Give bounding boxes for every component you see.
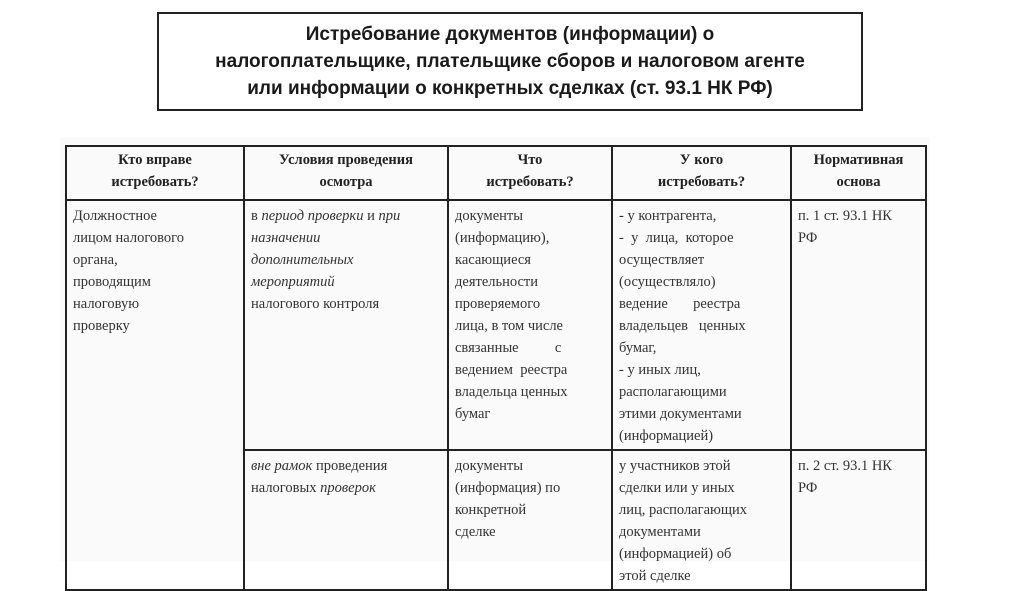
slide-title: [157, 12, 863, 111]
text: период проверки: [261, 208, 364, 224]
cell-line: конкретной: [455, 502, 527, 518]
cell-line: этой сделке: [619, 568, 691, 584]
cell-line: сделке: [455, 524, 496, 540]
cell-conditions: [244, 200, 448, 450]
text: дополнительных: [251, 252, 354, 268]
cell-line: ведением реестра: [455, 362, 568, 378]
column-header: [448, 146, 612, 200]
cell-line: - у контрагента,: [619, 208, 717, 224]
cell-line: касающиеся: [455, 252, 531, 268]
header-line: осмотра: [319, 174, 373, 190]
cell-conditions: [244, 450, 448, 590]
cell-line: у участников этой: [619, 458, 731, 474]
header-line: Что: [517, 152, 543, 168]
cell-basis: [791, 450, 926, 590]
column-header: [612, 146, 791, 200]
header-line: Условия проведения: [279, 152, 413, 168]
text: налоговых: [251, 480, 321, 496]
cell-line: владельцев ценных: [619, 318, 746, 334]
cell-line: проверку: [73, 318, 130, 334]
title-line: налогоплательщике, плательщике сборов и налоговом агенте: [215, 51, 805, 72]
cell-line: (осуществляло): [619, 274, 716, 290]
cell-line: (информацией) об: [619, 546, 732, 562]
table-image: [60, 137, 930, 584]
cell-line: органа,: [73, 252, 118, 268]
text: назначении: [251, 230, 321, 246]
cell-line: владельца ценных: [455, 384, 568, 400]
cell-line: бумаг: [455, 406, 491, 422]
text: в: [251, 208, 262, 224]
cell-line: лицом налогового: [73, 230, 185, 246]
cell-line: этими документами: [619, 406, 742, 422]
header-line: истребовать?: [486, 174, 574, 190]
column-header: [244, 146, 448, 200]
cell-line: документами: [619, 524, 701, 540]
cell-line: деятельности: [455, 274, 539, 290]
cell-line: п. 1 ст. 93.1 НК: [798, 208, 892, 224]
text: при: [378, 208, 401, 224]
table-row: [66, 200, 926, 450]
cell-line: связанные с: [455, 340, 562, 356]
table-header-row: [66, 146, 926, 200]
cell-basis: [791, 200, 926, 450]
cell-whom: [612, 450, 791, 590]
cell-line: документы: [455, 458, 523, 474]
cell-line: РФ: [798, 230, 818, 246]
header-line: Кто вправе: [118, 152, 192, 168]
title-line: или информации о конкретных сделках (ст. 93.1 НК РФ): [247, 78, 773, 99]
text: проведения: [312, 458, 388, 474]
header-line: У кого: [679, 152, 724, 168]
cell-line: проверяемого: [455, 296, 541, 312]
text: налогового контроля: [251, 296, 380, 312]
cell-line: - у лица, которое: [619, 230, 734, 246]
header-line: истребовать?: [111, 174, 199, 190]
cell-line: - у иных лиц,: [619, 362, 701, 378]
column-header: [66, 146, 244, 200]
cell-line: (информацией): [619, 428, 714, 444]
column-header: [791, 146, 926, 200]
text: вне рамок: [251, 458, 313, 474]
cell-line: проводящим: [73, 274, 151, 290]
text: мероприятий: [251, 274, 335, 290]
cell-line: налоговую: [73, 296, 140, 312]
cell-line: РФ: [798, 480, 818, 496]
header-line: основа: [836, 174, 881, 190]
cell-line: ведение реестра: [619, 296, 741, 312]
cell-who: [66, 200, 244, 590]
cell-line: лиц, располагающих: [619, 502, 748, 518]
cell-what: [448, 450, 612, 590]
title-line: Истребование документов (информации) о: [305, 24, 715, 45]
cell-line: (информацию),: [455, 230, 550, 246]
cell-line: Должностное: [73, 208, 157, 224]
requisition-table: [65, 145, 927, 591]
cell-line: документы: [455, 208, 523, 224]
header-line: истребовать?: [657, 174, 746, 190]
cell-line: осуществляет: [619, 252, 705, 268]
cell-line: располагающими: [619, 384, 727, 400]
cell-line: п. 2 ст. 93.1 НК: [798, 458, 892, 474]
cell-line: (информация) по: [455, 480, 561, 496]
cell-whom: [612, 200, 791, 450]
text: проверок: [320, 480, 376, 496]
cell-line: лица, в том числе: [455, 318, 563, 334]
text: и: [363, 208, 379, 224]
cell-line: сделки или у иных: [619, 480, 735, 496]
cell-what: [448, 200, 612, 450]
cell-line: бумаг,: [619, 340, 657, 356]
header-line: Нормативная: [813, 152, 904, 168]
